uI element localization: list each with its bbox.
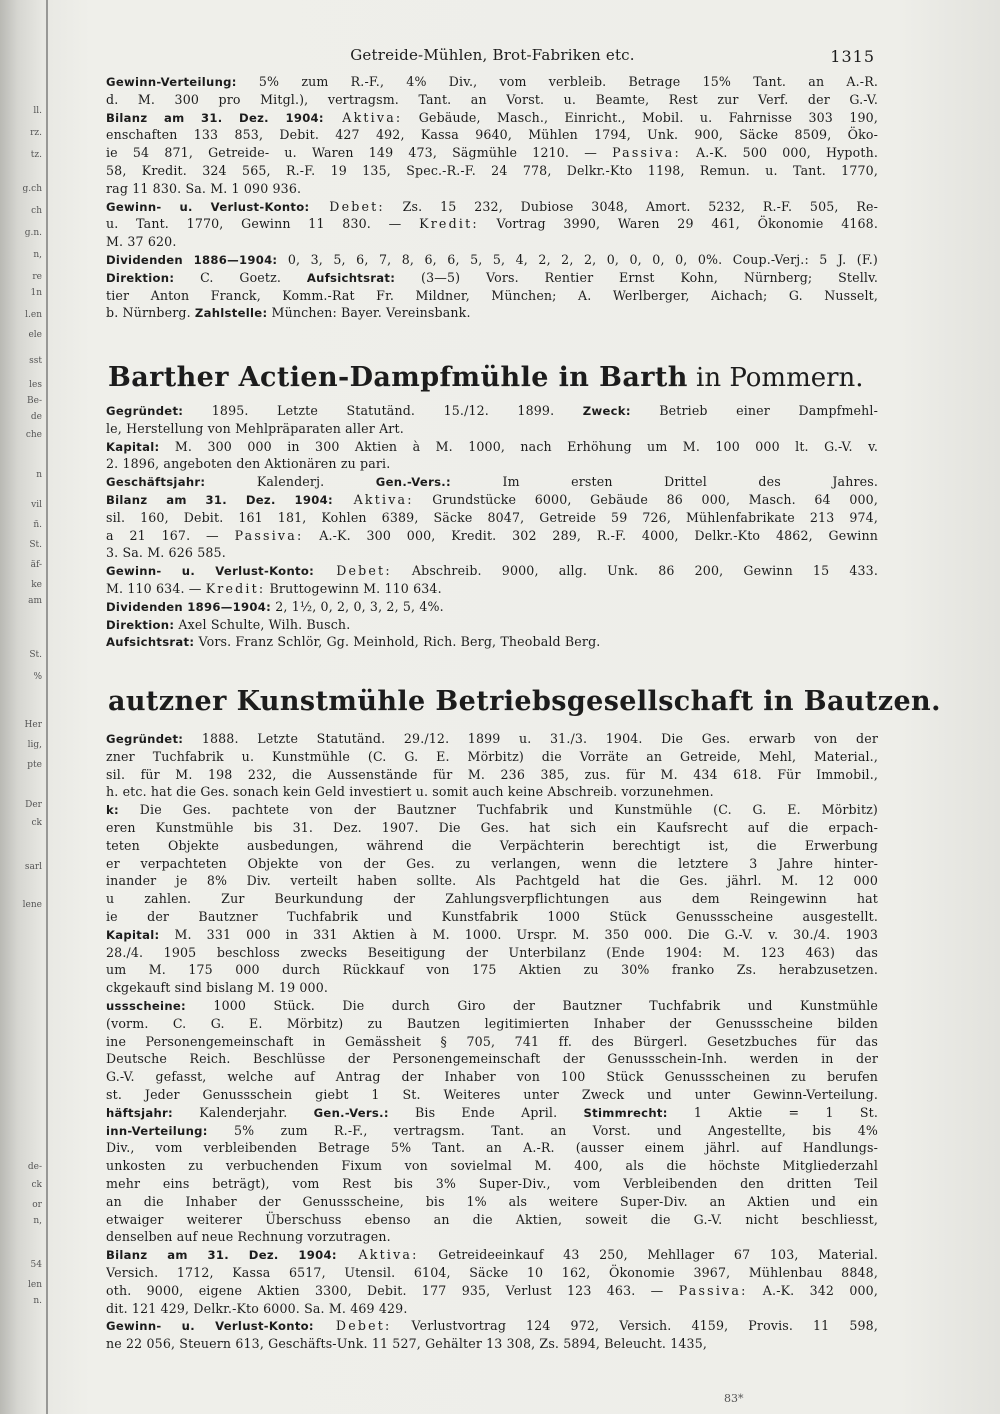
text-line (106, 730, 878, 748)
signature-mark: 83* (724, 1392, 744, 1405)
text-line (106, 580, 878, 598)
margin-fragment: Her (24, 720, 42, 730)
field-label: häftsjahr: (106, 1105, 173, 1120)
text-run: 1888. Letzte Statutänd. 29./12. 1899 u. 31./3. 1904. Die Ges. erwarb von der (183, 731, 878, 746)
text-run: 0, 3, 5, 6, 7, 8, 6, 6, 5, 5, 4, 2, 2, 2, 0, 0, 0, 0, 0%. Coup.-Verj.: 5 J. (F.) (277, 251, 878, 267)
field-label: Gewinn- u. Verlust-Konto: (106, 564, 315, 579)
margin-fragment: n, (33, 1216, 42, 1226)
text-line (106, 198, 878, 216)
text-run: h. etc. hat die Ges. sonach kein Geld investiert u. somit auch keine Abschreib. vorzunehmen. (106, 784, 714, 800)
text-run: d. M. 300 pro Mitgl.), vertragsm. Tant. an Vorst. u. Beamte, Rest zur Verf. der G.-V. (106, 91, 878, 107)
text-line (106, 473, 878, 491)
margin-fragment: l.en (25, 310, 42, 320)
margin-fragment: 54 (30, 1260, 42, 1270)
text-line (106, 562, 878, 580)
text-run: sil. 160, Debit. 161 181, Kohlen 6389, Säcke 8047, Getreide 59 726, Mühlenfabrikate 213 974, (106, 509, 878, 525)
margin-fragment: am (28, 596, 42, 606)
text-line (106, 1300, 878, 1318)
text-run: (vorm. C. G. E. Mörbitz) zu Bautzen legitimierten Inhaber der Genussscheine bilden (106, 1015, 878, 1031)
text-line (106, 1139, 878, 1157)
text-run: Bruttogewinn M. 110 634. (265, 580, 442, 596)
text-run: inander je 8% Div. verteilt haben sollte. Als Pachtgeld hat die Ges. jährl. M. 12 000 (106, 873, 878, 889)
spaced-term: Aktiva: (332, 491, 414, 507)
field-label: Gen.-Vers.: (313, 1105, 389, 1120)
margin-fragment: St. (29, 540, 42, 550)
text-run: rag 11 830. Sa. M. 1 090 936. (106, 180, 302, 196)
field-label: inn-Verteilung: (106, 1123, 208, 1138)
text-run: eren Kunstmühle bis 31. Dez. 1907. Die Ges. hat sich ein Kaufsrecht auf die erpach- (106, 819, 878, 835)
margin-fragment: lene (22, 900, 42, 910)
spaced-term: Debet: (309, 198, 385, 214)
field-label: Direktion: (106, 617, 175, 632)
text-line (106, 73, 878, 91)
text-run: Kalenderj. (205, 474, 376, 490)
field-label: Gen.-Vers.: (375, 475, 451, 490)
margin-fragment: ck (31, 1180, 42, 1190)
text-run: 3. Sa. M. 626 585. (106, 545, 226, 561)
spaced-term: Passiva: (678, 1282, 748, 1298)
text-line (106, 215, 878, 233)
text-line (106, 1086, 878, 1104)
text-line (106, 908, 878, 926)
text-run: ckgekauft sind bislang M. 19 000. (106, 980, 329, 996)
margin-fragment: vil (31, 500, 42, 510)
field-label: Geschäftsjahr: (106, 475, 206, 490)
margin-fragment: g.n. (24, 228, 42, 238)
field-label: Stimmrecht: (583, 1105, 668, 1120)
text-line (106, 1068, 878, 1086)
field-label: Gewinn- u. Verlust-Konto: (106, 1319, 314, 1334)
margin-fragment: g.ch (22, 184, 42, 194)
margin-fragment: sarl (24, 862, 42, 872)
text-run: M. 37 620. (106, 234, 177, 250)
margin-fragment: % (33, 672, 42, 682)
text-line (106, 766, 878, 784)
spaced-term: Kredit: (419, 216, 479, 232)
text-line (106, 979, 878, 997)
field-label: Direktion: (106, 270, 175, 285)
text-line (106, 420, 878, 438)
text-line (106, 1193, 878, 1211)
text-line (106, 544, 878, 562)
field-label: Gewinn-Verteilung: (106, 75, 237, 89)
text-run: dit. 121 429, Delkr.-Kto 6000. Sa. M. 469 429. (106, 1300, 408, 1316)
margin-fragment: rz. (30, 128, 42, 138)
margin-fragment: de- (27, 1162, 42, 1172)
text-run: enschaften 133 853, Debit. 427 492, Kassa 9640, Mühlen 1794, Unk. 900, Säcke 8509, Öko- (106, 127, 878, 143)
spaced-term: Debet: (314, 563, 392, 579)
text-line (106, 1246, 878, 1264)
text-line (106, 527, 878, 545)
field-label: ussscheine: (106, 998, 186, 1013)
text-line (106, 961, 878, 979)
margin-fragment: les (29, 380, 42, 390)
field-label: Bilanz am 31. Dez. 1904: (106, 492, 333, 507)
text-line (106, 997, 878, 1015)
text-line (106, 855, 878, 873)
text-line (106, 438, 878, 456)
text-run: Bis Ende April. (388, 1104, 584, 1120)
heading-main: Barther Actien-Dampfmühle in Barth (108, 362, 688, 393)
previous-page-margin (0, 0, 42, 1414)
text-run: u zahlen. Zur Beurkundung der Zahlungsverpflichtungen aus dem Reingewinn hat (106, 891, 878, 907)
margin-fragment: St. (29, 650, 42, 660)
field-label: Zahlstelle: (194, 306, 268, 321)
field-label: Aufsichtsrat: (106, 635, 195, 650)
text-line (106, 837, 878, 855)
text-run: unkosten zu verbuchenden Fixum von sovielmal M. 400, als die höchste Mitgliederzahl (106, 1158, 878, 1174)
field-label: Gegründet: (106, 732, 184, 746)
heading-suffix: in Pommern. (687, 363, 864, 393)
text-run: u. Tant. 1770, Gewinn 11 830. — (106, 216, 420, 232)
entry-section-2 (106, 402, 878, 651)
text-line (106, 1033, 878, 1051)
text-run: Verlustvortrag 124 972, Versich. 4159, Provis. 11 598, (391, 1318, 878, 1334)
text-line (106, 633, 878, 651)
margin-fragment: ch (31, 206, 42, 216)
text-line (106, 1015, 878, 1033)
text-run: oth. 9000, eigene Aktien 3300, Debit. 177 935, Verlust 123 463. — (106, 1282, 679, 1298)
text-line (106, 144, 878, 162)
margin-fragment: n, (33, 250, 42, 260)
text-line (106, 287, 878, 305)
text-line (106, 890, 878, 908)
text-run: Kalenderjahr. (172, 1104, 314, 1120)
text-line (106, 509, 878, 527)
text-line (106, 1157, 878, 1175)
text-line (106, 304, 878, 322)
company-heading-bautzen (108, 686, 941, 717)
running-header (110, 46, 875, 70)
text-line (106, 91, 878, 109)
field-label: Zweck: (582, 404, 631, 418)
page-fold-line (46, 0, 48, 1414)
text-line (106, 598, 878, 616)
field-label: Bilanz am 31. Dez. 1904: (106, 1248, 337, 1263)
text-run: 2, 1½, 0, 2, 0, 3, 2, 5, 4%. (271, 598, 444, 614)
text-run: 1895. Letzte Statutänd. 15./12. 1899. (183, 403, 583, 418)
margin-fragment: ke (31, 580, 42, 590)
margin-fragment: tz. (30, 150, 42, 160)
field-label: Gewinn- u. Verlust-Konto: (106, 199, 310, 214)
text-line (106, 491, 878, 509)
text-run: etwaiger weiterer Überschuss ebenso an die Aktien, soweit die G.-V. nicht beschliesst, (106, 1211, 878, 1227)
text-run: Axel Schulte, Wilh. Busch. (174, 616, 351, 632)
text-line (106, 1282, 878, 1300)
text-line (106, 926, 878, 944)
text-run: München: Bayer. Vereinsbank. (267, 305, 471, 321)
margin-fragment: n. (33, 1296, 42, 1306)
text-run: Deutsche Reich. Beschlüsse der Personengemeinschaft der Genussschein-Inh. werden in der (106, 1051, 878, 1067)
text-line (106, 180, 878, 198)
text-run: zner Tuchfabrik u. Kunstmühle (C. G. E. Mörbitz) die Vorräte an Getreide, Mehl, Material., (106, 748, 878, 764)
text-run: tier Anton Franck, Komm.-Rat Fr. Mildner, München; A. Werlberger, Aichach; G. Nusselt, (106, 287, 878, 303)
text-run: Im ersten Drittel des Jahres. (450, 474, 878, 490)
text-line (106, 162, 878, 180)
text-run: st. Jeder Genussschein giebt 1 St. Weiteres unter Zweck und unter Gewinn-Verteilung. (106, 1086, 878, 1102)
text-line (106, 1335, 878, 1353)
text-run: M. 110 634. — (106, 580, 206, 596)
text-run: M. 331 000 in 331 Aktien à M. 1000. Urspr. M. 350 000. Die G.-V. v. 30./4. 1903 (159, 926, 878, 942)
text-line (106, 109, 878, 127)
margin-fragment: n (36, 470, 42, 480)
margin-fragment: ele (28, 330, 42, 340)
text-run: denselben auf neue Rechnung vorzutragen. (106, 1229, 391, 1245)
text-run: an die Inhaber der Genussscheine, bis 1% als weitere Super-Div. an Aktien und ein (106, 1193, 878, 1209)
text-run: A.-K. 342 000, (747, 1282, 878, 1298)
text-line (106, 748, 878, 766)
text-run: Div., vom verbleibenden Betrage 5% Tant. an A.-R. (ausser einem jährl. auf Handlungs- (106, 1140, 878, 1156)
text-run: A.-K. 500 000, Hypoth. (680, 145, 878, 161)
spaced-term: Passiva: (234, 527, 304, 543)
field-label: Gegründet: (106, 404, 184, 418)
margin-fragment: che (25, 430, 42, 440)
text-line (106, 616, 878, 634)
field-label: Dividenden 1896—1904: (106, 599, 272, 614)
margin-fragment: ck (31, 818, 42, 828)
text-run: mehr eins beträgt), vom Rest bis 3% Super-Div., vom Verbleibenden den dritten Teil (106, 1175, 878, 1191)
text-run: Gebäude, Masch., Einricht., Mobil. u. Fahrnisse 303 190, (402, 109, 878, 125)
field-label: Dividenden 1886—1904: (106, 252, 278, 267)
text-run: 1 Aktie = 1 St. (667, 1104, 878, 1120)
spaced-term: Aktiva: (336, 1247, 419, 1263)
text-run: 1000 Stück. Die durch Giro der Bautzner Tuchfabrik und Kunstmühle (185, 997, 878, 1013)
text-line (106, 1228, 878, 1246)
text-run: 28./4. 1905 beschloss zwecks Beseitigung der Unterbilanz (Ende 1904: M. 123 463) das (106, 944, 878, 960)
text-line (106, 1317, 878, 1335)
text-run: um M. 175 000 durch Rückkauf von 175 Aktien zu 30% franko Zs. herabzusetzen. (106, 962, 878, 978)
field-label: Kapital: (106, 439, 160, 454)
margin-fragment: ñ. (33, 520, 42, 530)
text-line (106, 269, 878, 287)
text-run: ne 22 056, Steuern 613, Geschäfts-Unk. 11 527, Gehälter 13 308, Zs. 5894, Beleucht. 1435, (106, 1336, 708, 1352)
text-run: Vortrag 3990, Waren 29 461, Ökonomie 4168. (478, 216, 878, 232)
text-run: ine Personengemeinschaft in Gemässheit § 705, 741 ff. des Bürgerl. Gesetzbuches für das (106, 1033, 878, 1049)
text-run: 5% zum R.-F., 4% Div., vom verbleib. Betrage 15% Tant. an A.-R. (236, 74, 878, 89)
text-run: Getreideeinkauf 43 250, Mehllager 67 103, Material. (418, 1247, 878, 1263)
text-run: ie der Bautzner Tuchfabrik und Kunstfabrik 1000 Stück Genussscheine ausgestellt. (106, 908, 878, 924)
page-number: 1315 (830, 47, 875, 66)
text-line (106, 1122, 878, 1140)
text-run: (3—5) Vors. Rentier Ernst Kohn, Nürnberg; Stellv. (395, 269, 878, 285)
text-run: M. 300 000 in 300 Aktien à M. 1000, nach Erhöhung um M. 100 000 lt. G.-V. v. (159, 438, 878, 454)
text-run: Abschreib. 9000, allg. Unk. 86 200, Gewinn 15 433. (391, 563, 878, 579)
text-line (106, 819, 878, 837)
spaced-term: Passiva: (612, 145, 681, 161)
text-line (106, 783, 878, 801)
header-title: Getreide-Mühlen, Brot-Fabriken etc. (350, 46, 635, 64)
text-run: Die Ges. pachtete von der Bautzner Tuchfabrik und Kunstmühle (C. G. E. Mörbitz) (118, 802, 878, 818)
text-run: C. Goetz. (174, 269, 307, 285)
field-label: Aufsichtsrat: (306, 270, 396, 285)
text-run: 58, Kredit. 324 565, R.-F. 19 135, Spec.-R.-F. 24 778, Delkr.-Kto 1198, Remun. u. Tant. 1770, (106, 162, 878, 178)
spaced-term: Aktiva: (323, 109, 403, 125)
text-line (106, 1050, 878, 1068)
entry-section-1 (106, 73, 878, 322)
text-line (106, 1211, 878, 1229)
margin-fragment: de (30, 412, 42, 422)
text-line (106, 233, 878, 251)
margin-fragment: re (32, 272, 42, 282)
company-heading-barth (108, 362, 878, 393)
text-run: Grundstücke 6000, Gebäude 86 000, Masch. 64 000, (413, 491, 878, 507)
text-line (106, 455, 878, 473)
spaced-term: Debet: (313, 1318, 392, 1334)
margin-fragment: sst (29, 356, 42, 366)
margin-fragment: len (27, 1280, 42, 1290)
text-run: teten Objekte ausbedungen, während die Verpächterin berechtigt ist, die Erwerbung (106, 837, 878, 853)
field-label: k: (106, 803, 119, 818)
text-line (106, 1264, 878, 1282)
heading-main: autzner Kunstmühle Betriebsgesellschaft in Bautzen. (108, 686, 941, 717)
margin-fragment: Be- (27, 396, 42, 406)
text-run: A.-K. 300 000, Kredit. 302 289, R.-F. 4000, Delkr.-Kto 4862, Gewinn (303, 527, 878, 543)
text-run: 2. 1896, angeboten den Aktionären zu pari. (106, 456, 391, 472)
text-line (106, 801, 878, 819)
text-run: a 21 167. — (106, 527, 235, 543)
text-run: Betrieb einer Dampfmehl- (630, 403, 878, 418)
text-line (106, 1104, 878, 1122)
spaced-term: Kredit: (205, 580, 266, 596)
text-line (106, 872, 878, 890)
field-label: Kapital: (106, 927, 160, 942)
margin-fragment: Der (25, 800, 42, 810)
text-run: G.-V. gefasst, welche auf Antrag der Inhaber von 100 Stück Genussscheinen zu berufen (106, 1069, 878, 1085)
text-run: Versich. 1712, Kassa 6517, Utensil. 6104, Säcke 10 162, Ökonomie 3967, Mühlenbau 8848, (106, 1264, 878, 1280)
margin-fragment: ll. (33, 106, 42, 116)
margin-fragment: 1n (30, 288, 42, 298)
text-run: le, Herstellung von Mehlpräparaten aller Art. (106, 420, 404, 436)
text-run: Vors. Franz Schlör, Gg. Meinhold, Rich. Berg, Theobald Berg. (194, 634, 601, 650)
text-line (106, 944, 878, 962)
text-run: er verpachteten Objekte von der Ges. zu verlangen, wenn die letztere 3 Jahre hinter- (106, 855, 878, 871)
entry-section-3 (106, 730, 878, 1353)
margin-fragment: or (32, 1200, 42, 1210)
text-line (106, 402, 878, 420)
margin-fragment: lig, (27, 740, 42, 750)
text-line (106, 251, 878, 269)
text-run: b. Nürnberg. (106, 305, 195, 321)
text-line (106, 1175, 878, 1193)
text-run: ie 54 871, Getreide- u. Waren 149 473, Sägmühle 1210. — (106, 145, 613, 161)
margin-fragment: pte (27, 760, 42, 770)
field-label: Bilanz am 31. Dez. 1904: (106, 110, 324, 125)
margin-fragment: äf- (30, 560, 42, 570)
text-run: 5% zum R.-F., vertragsm. Tant. an Vorst. und Angestellte, bis 4% (207, 1122, 878, 1138)
text-run: Zs. 15 232, Dubiose 3048, Amort. 5232, R.-F. 505, Re- (384, 198, 878, 214)
text-line (106, 126, 878, 144)
text-run: sil. für M. 198 232, die Aussenstände für M. 236 385, zus. für M. 434 618. Für Immobil., (106, 766, 878, 782)
